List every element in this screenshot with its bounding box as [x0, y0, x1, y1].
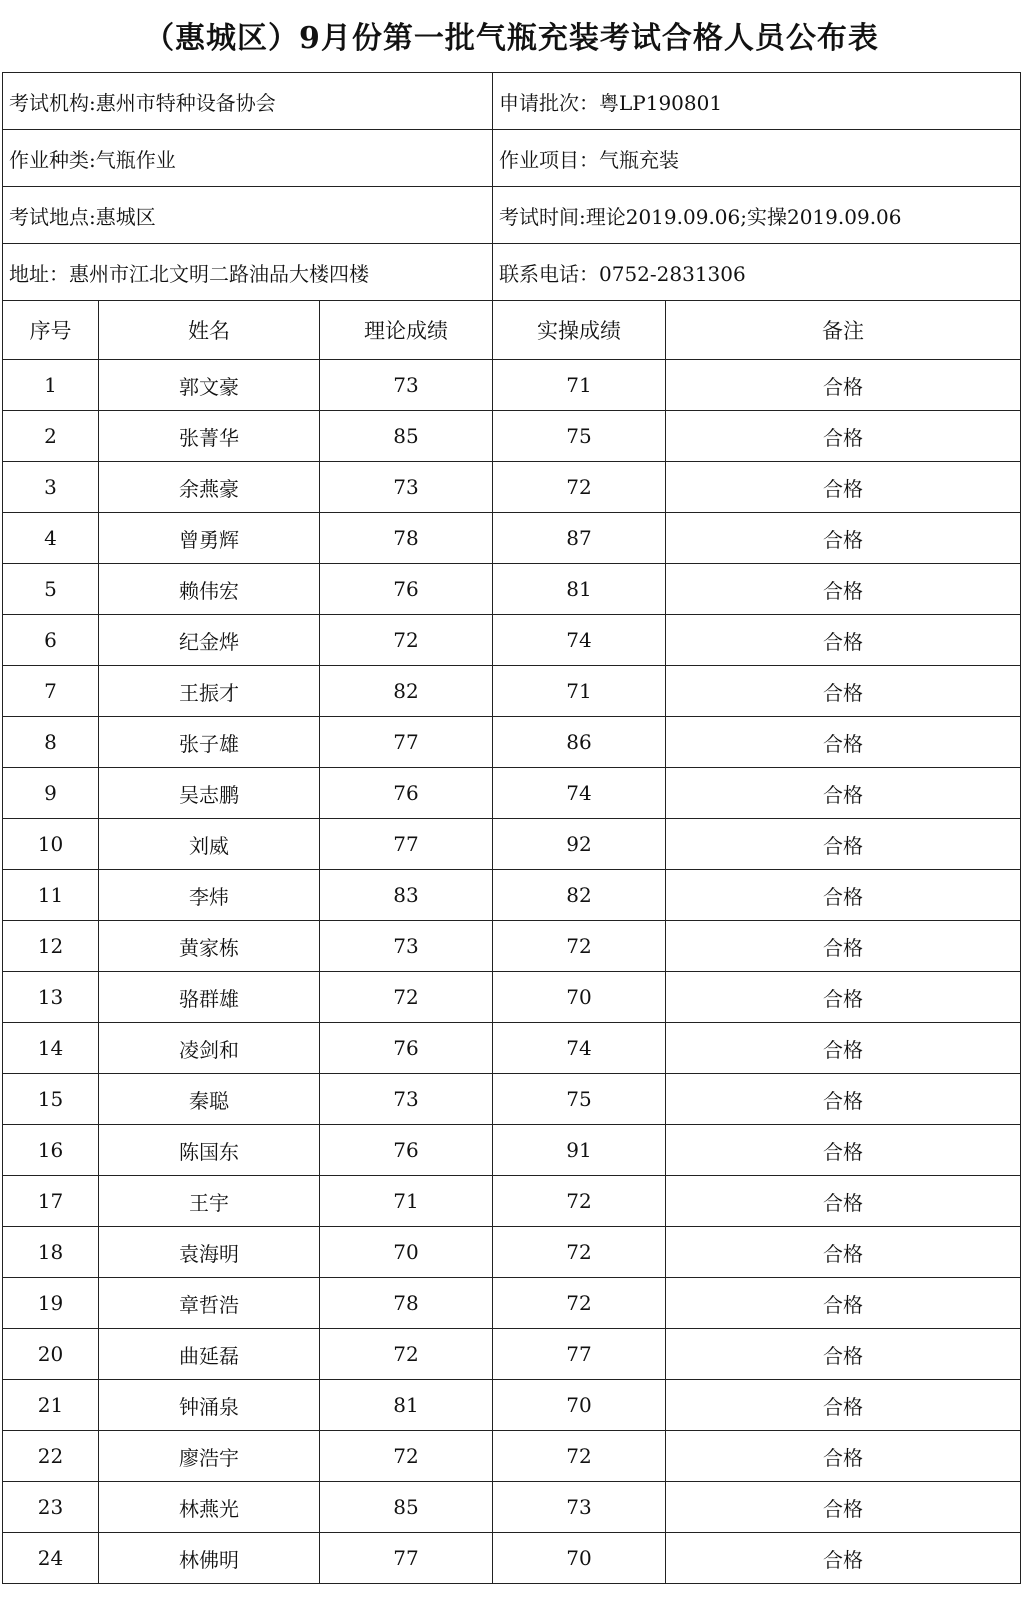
- cell-theory: 73: [320, 921, 493, 972]
- job-item: 作业项目：气瓶充装: [493, 130, 1021, 187]
- cell-remark: 合格: [666, 1023, 1021, 1074]
- cell-no: 21: [3, 1380, 99, 1431]
- info-row-org: [3, 73, 1021, 130]
- cell-remark: 合格: [666, 1533, 1021, 1584]
- cell-name: 郭文豪: [99, 360, 320, 411]
- cell-name: 王振才: [99, 666, 320, 717]
- cell-name: 林佛明: [99, 1533, 320, 1584]
- cell-practice: 72: [493, 1227, 666, 1278]
- table-row: [3, 870, 1021, 921]
- cell-theory: 81: [320, 1380, 493, 1431]
- cell-remark: 合格: [666, 1329, 1021, 1380]
- cell-practice: 77: [493, 1329, 666, 1380]
- table-row: [3, 1329, 1021, 1380]
- cell-no: 9: [3, 768, 99, 819]
- cell-theory: 76: [320, 564, 493, 615]
- cell-name: 曲延磊: [99, 1329, 320, 1380]
- cell-no: 17: [3, 1176, 99, 1227]
- cell-name: 刘威: [99, 819, 320, 870]
- cell-practice: 75: [493, 1074, 666, 1125]
- info-row-contact: [3, 244, 1021, 301]
- cell-practice: 87: [493, 513, 666, 564]
- cell-remark: 合格: [666, 615, 1021, 666]
- cell-practice: 70: [493, 1533, 666, 1584]
- cell-remark: 合格: [666, 1074, 1021, 1125]
- table-row: [3, 972, 1021, 1023]
- cell-remark: 合格: [666, 717, 1021, 768]
- cell-theory: 76: [320, 1023, 493, 1074]
- table-row: [3, 513, 1021, 564]
- cell-remark: 合格: [666, 360, 1021, 411]
- cell-theory: 72: [320, 615, 493, 666]
- cell-no: 14: [3, 1023, 99, 1074]
- cell-remark: 合格: [666, 1431, 1021, 1482]
- cell-name: 廖浩宇: [99, 1431, 320, 1482]
- cell-practice: 71: [493, 360, 666, 411]
- cell-no: 8: [3, 717, 99, 768]
- cell-no: 24: [3, 1533, 99, 1584]
- cell-name: 张子雄: [99, 717, 320, 768]
- cell-remark: 合格: [666, 921, 1021, 972]
- cell-name: 吴志鹏: [99, 768, 320, 819]
- table-row: [3, 360, 1021, 411]
- exam-place: 考试地点:惠城区: [3, 187, 493, 244]
- cell-name: 王宇: [99, 1176, 320, 1227]
- column-header-row: [3, 301, 1021, 360]
- table-row: [3, 717, 1021, 768]
- cell-remark: 合格: [666, 819, 1021, 870]
- table-row: [3, 1431, 1021, 1482]
- cell-no: 12: [3, 921, 99, 972]
- cell-name: 骆群雄: [99, 972, 320, 1023]
- cell-remark: 合格: [666, 1125, 1021, 1176]
- cell-name: 秦聪: [99, 1074, 320, 1125]
- info-row-place: [3, 187, 1021, 244]
- cell-name: 张菁华: [99, 411, 320, 462]
- table-row: [3, 1125, 1021, 1176]
- cell-name: 曾勇辉: [99, 513, 320, 564]
- table-row: [3, 819, 1021, 870]
- cell-name: 黄家栋: [99, 921, 320, 972]
- column-header-no: 序号: [3, 301, 99, 360]
- batch: 申请批次：粤LP190801: [493, 73, 1021, 130]
- cell-practice: 72: [493, 1431, 666, 1482]
- cell-no: 22: [3, 1431, 99, 1482]
- cell-theory: 85: [320, 1482, 493, 1533]
- cell-remark: 合格: [666, 1380, 1021, 1431]
- cell-no: 15: [3, 1074, 99, 1125]
- table-row: [3, 1278, 1021, 1329]
- cell-no: 16: [3, 1125, 99, 1176]
- cell-remark: 合格: [666, 1227, 1021, 1278]
- cell-remark: 合格: [666, 411, 1021, 462]
- table-row: [3, 1023, 1021, 1074]
- cell-practice: 92: [493, 819, 666, 870]
- table-row: [3, 1176, 1021, 1227]
- cell-no: 3: [3, 462, 99, 513]
- cell-practice: 72: [493, 1176, 666, 1227]
- cell-remark: 合格: [666, 768, 1021, 819]
- cell-name: 林燕光: [99, 1482, 320, 1533]
- cell-remark: 合格: [666, 1278, 1021, 1329]
- cell-theory: 72: [320, 1431, 493, 1482]
- table-row: [3, 615, 1021, 666]
- cell-theory: 72: [320, 972, 493, 1023]
- exam-time: 考试时间:理论2019.09.06;实操2019.09.06: [493, 187, 1021, 244]
- cell-theory: 76: [320, 768, 493, 819]
- cell-no: 7: [3, 666, 99, 717]
- column-header-name: 姓名: [99, 301, 320, 360]
- cell-theory: 73: [320, 1074, 493, 1125]
- cell-practice: 70: [493, 1380, 666, 1431]
- table-row: [3, 1227, 1021, 1278]
- cell-remark: 合格: [666, 462, 1021, 513]
- table-row: [3, 921, 1021, 972]
- table-row: [3, 411, 1021, 462]
- cell-practice: 86: [493, 717, 666, 768]
- cell-practice: 74: [493, 1023, 666, 1074]
- cell-practice: 74: [493, 768, 666, 819]
- cell-name: 凌剑和: [99, 1023, 320, 1074]
- cell-practice: 70: [493, 972, 666, 1023]
- page-title: （惠城区）9月份第一批气瓶充装考试合格人员公布表: [144, 21, 879, 56]
- results-table: [2, 72, 1021, 1584]
- cell-practice: 71: [493, 666, 666, 717]
- cell-practice: 82: [493, 870, 666, 921]
- cell-practice: 72: [493, 1278, 666, 1329]
- cell-theory: 85: [320, 411, 493, 462]
- table-row: [3, 1074, 1021, 1125]
- table-row: [3, 1482, 1021, 1533]
- cell-practice: 75: [493, 411, 666, 462]
- cell-theory: 77: [320, 1533, 493, 1584]
- cell-no: 6: [3, 615, 99, 666]
- cell-name: 钟涌泉: [99, 1380, 320, 1431]
- cell-theory: 77: [320, 819, 493, 870]
- cell-practice: 73: [493, 1482, 666, 1533]
- cell-theory: 76: [320, 1125, 493, 1176]
- cell-practice: 72: [493, 921, 666, 972]
- cell-no: 23: [3, 1482, 99, 1533]
- cell-no: 19: [3, 1278, 99, 1329]
- table-row: [3, 1533, 1021, 1584]
- cell-theory: 71: [320, 1176, 493, 1227]
- cell-practice: 81: [493, 564, 666, 615]
- table-row: [3, 666, 1021, 717]
- cell-no: 13: [3, 972, 99, 1023]
- cell-theory: 73: [320, 360, 493, 411]
- cell-name: 李炜: [99, 870, 320, 921]
- cell-practice: 72: [493, 462, 666, 513]
- cell-name: 纪金烨: [99, 615, 320, 666]
- cell-theory: 72: [320, 1329, 493, 1380]
- cell-theory: 70: [320, 1227, 493, 1278]
- cell-no: 20: [3, 1329, 99, 1380]
- cell-theory: 73: [320, 462, 493, 513]
- cell-no: 5: [3, 564, 99, 615]
- cell-no: 11: [3, 870, 99, 921]
- cell-remark: 合格: [666, 666, 1021, 717]
- column-header-theory: 理论成绩: [320, 301, 493, 360]
- info-row-job: [3, 130, 1021, 187]
- cell-no: 2: [3, 411, 99, 462]
- cell-name: 袁海明: [99, 1227, 320, 1278]
- cell-remark: 合格: [666, 1482, 1021, 1533]
- phone: 联系电话：0752-2831306: [493, 244, 1021, 301]
- cell-remark: 合格: [666, 1176, 1021, 1227]
- cell-no: 18: [3, 1227, 99, 1278]
- exam-org: 考试机构:惠州市特种设备协会: [3, 73, 493, 130]
- cell-no: 4: [3, 513, 99, 564]
- cell-theory: 83: [320, 870, 493, 921]
- cell-name: 余燕豪: [99, 462, 320, 513]
- cell-no: 10: [3, 819, 99, 870]
- cell-theory: 77: [320, 717, 493, 768]
- cell-theory: 78: [320, 1278, 493, 1329]
- cell-no: 1: [3, 360, 99, 411]
- column-header-practice: 实操成绩: [493, 301, 666, 360]
- table-row: [3, 462, 1021, 513]
- cell-theory: 78: [320, 513, 493, 564]
- cell-name: 赖伟宏: [99, 564, 320, 615]
- table-row: [3, 768, 1021, 819]
- cell-practice: 74: [493, 615, 666, 666]
- table-row: [3, 1380, 1021, 1431]
- cell-remark: 合格: [666, 564, 1021, 615]
- job-type: 作业种类:气瓶作业: [3, 130, 493, 187]
- cell-remark: 合格: [666, 870, 1021, 921]
- column-header-remark: 备注: [666, 301, 1021, 360]
- cell-remark: 合格: [666, 513, 1021, 564]
- cell-theory: 82: [320, 666, 493, 717]
- cell-practice: 91: [493, 1125, 666, 1176]
- address: 地址：惠州市江北文明二路油品大楼四楼: [3, 244, 493, 301]
- table-row: [3, 564, 1021, 615]
- cell-remark: 合格: [666, 972, 1021, 1023]
- cell-name: 陈国东: [99, 1125, 320, 1176]
- cell-name: 章哲浩: [99, 1278, 320, 1329]
